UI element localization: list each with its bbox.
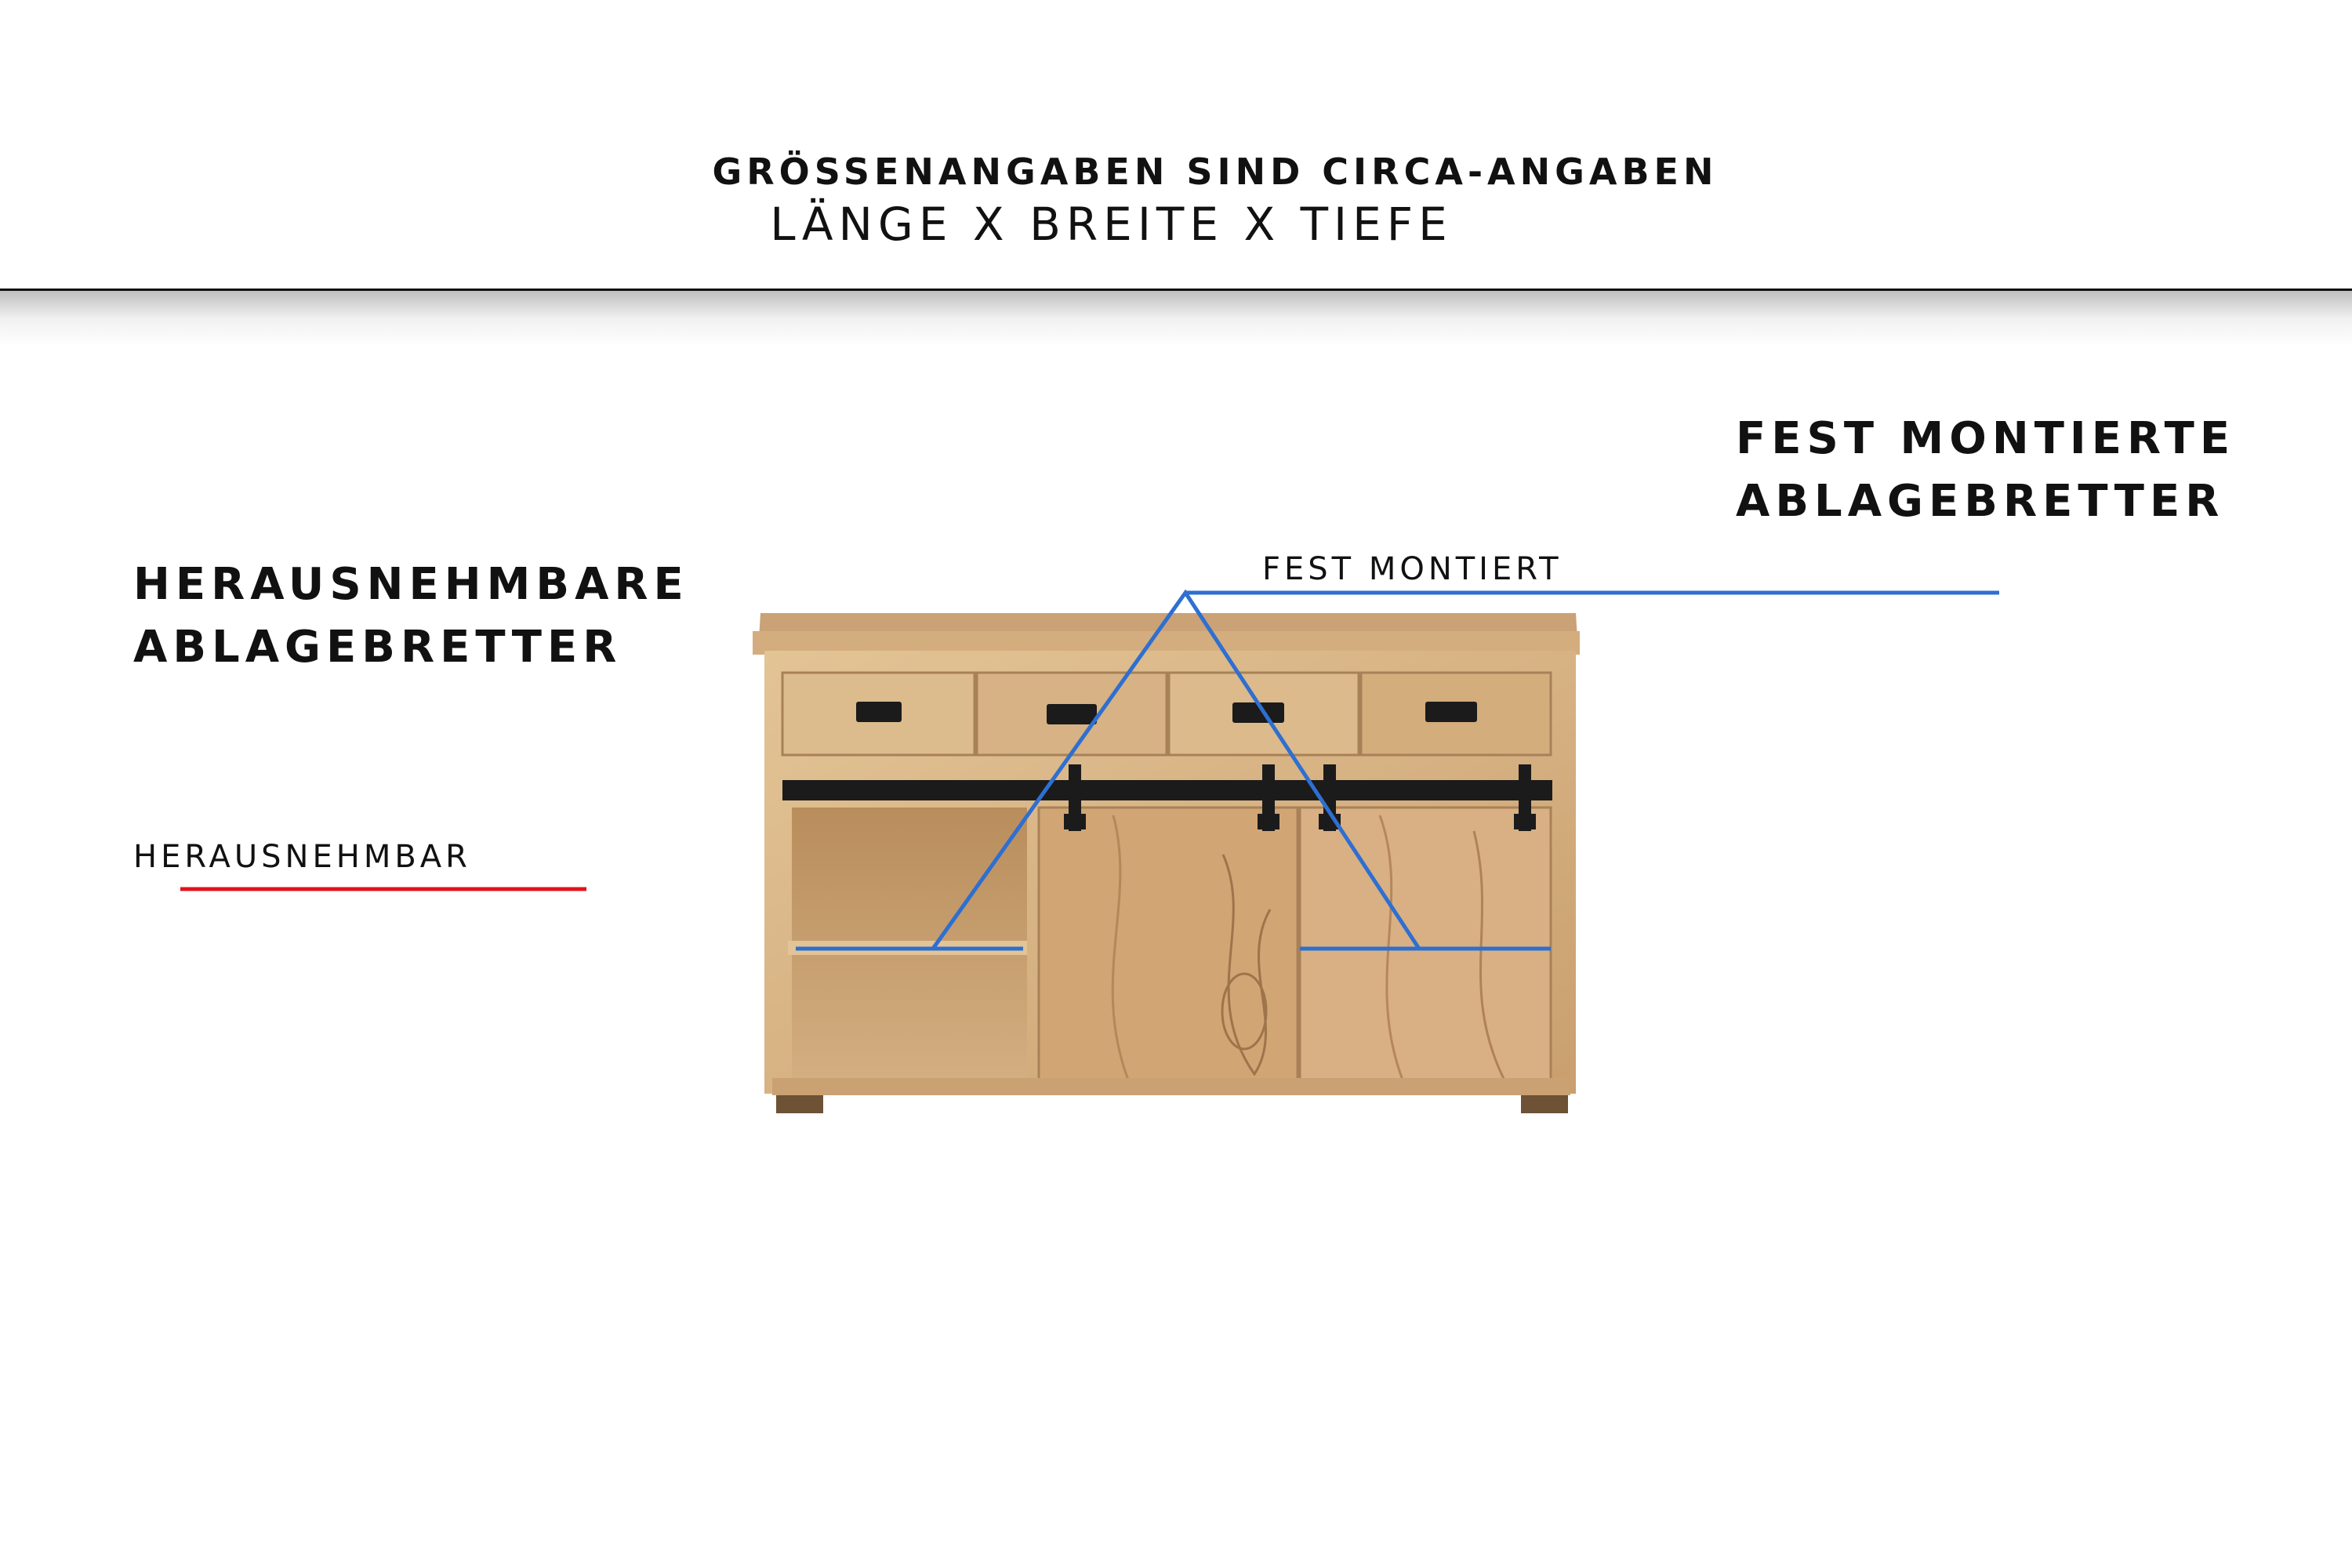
drawer-handle-icon bbox=[856, 702, 902, 722]
sideboard-image bbox=[753, 613, 1580, 1113]
fixed-shelves-heading: FEST MONTIERTE ABLAGEBRETTER bbox=[1736, 413, 2236, 527]
page-subtitle: LÄNGE X BREITE X TIEFE bbox=[770, 198, 1453, 251]
removable-callout-label: HERAUSNEHMBAR bbox=[133, 839, 471, 875]
sliding-door-rail bbox=[782, 780, 1552, 800]
drawer-handle-icon bbox=[1425, 702, 1477, 722]
drawer-handle-icon bbox=[1047, 704, 1097, 724]
fixed-callout-label: FEST MONTIERT bbox=[1262, 551, 1563, 587]
drawer-row bbox=[782, 673, 1551, 755]
page-title: GRÖSSENANGABEN SIND CIRCA-ANGABEN bbox=[712, 151, 1719, 193]
removable-shelves-heading: HERAUSNEHMBARE ABLAGEBRETTER bbox=[133, 559, 689, 673]
